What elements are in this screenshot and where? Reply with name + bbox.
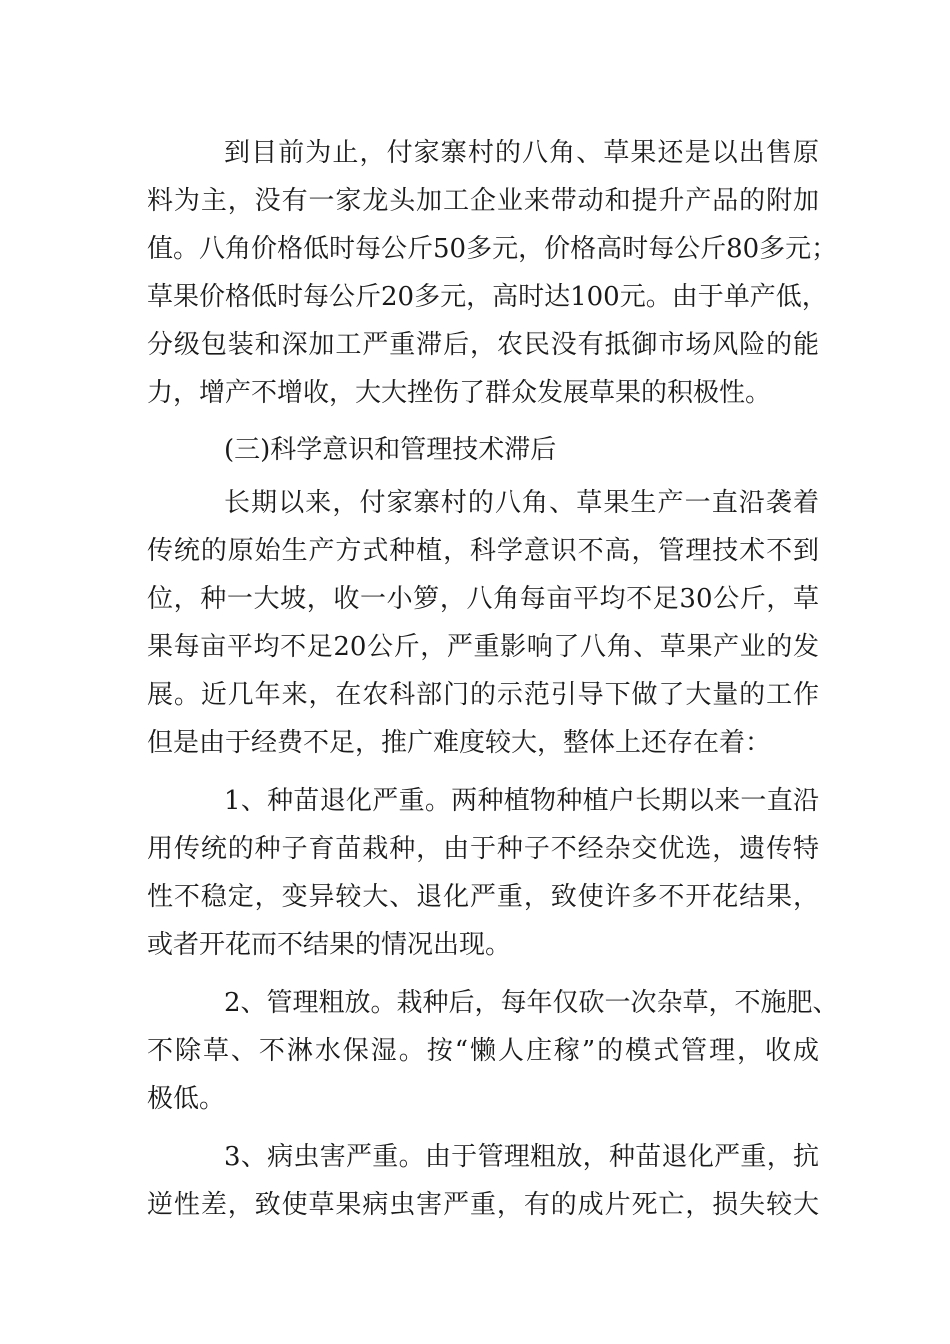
paragraph-1-line-4: 草果价格低时每公斤20多元，高时达100元。由于单产低， bbox=[147, 282, 828, 312]
paragraph-2-line-5: 展。近几年来，在农科部门的示范引导下做了大量的工作 bbox=[147, 680, 819, 710]
item-1-line-2: 用传统的种子育苗栽种，由于种子不经杂交优选，遗传特 bbox=[147, 834, 819, 864]
paragraph-1-line-3: 值。八角价格低时每公斤50多元，价格高时每公斤80多元； bbox=[147, 234, 838, 264]
item-3-line-2: 逆性差，致使草果病虫害严重，有的成片死亡，损失较大 bbox=[147, 1190, 819, 1220]
paragraph-2-line-6: 但是由于经费不足，推广难度较大，整体上还存在着： bbox=[147, 728, 772, 758]
item-2-line-1: 2、管理粗放。栽种后，每年仅砍一次杂草，不施肥、 bbox=[224, 988, 839, 1018]
paragraph-2-line-3: 位，种一大坡，收一小箩，八角每亩平均不足30公斤，草 bbox=[147, 584, 819, 614]
section-heading: (三)科学意识和管理技术滞后 bbox=[224, 435, 557, 465]
item-3-line-1: 3、病虫害严重。由于管理粗放，种苗退化严重，抗 bbox=[224, 1142, 819, 1172]
paragraph-2-line-4: 果每亩平均不足20公斤，严重影响了八角、草果产业的发 bbox=[147, 632, 819, 662]
paragraph-1-line-5: 分级包装和深加工严重滞后，农民没有抵御市场风险的能 bbox=[147, 330, 819, 360]
paragraph-1-line-6: 力，增产不增收，大大挫伤了群众发展草果的积极性。 bbox=[147, 378, 772, 408]
item-1-line-1: 1、种苗退化严重。两种植物种植户长期以来一直沿 bbox=[224, 786, 819, 816]
paragraph-2-line-1: 长期以来，付家寨村的八角、草果生产一直沿袭着 bbox=[224, 488, 819, 518]
paragraph-2-line-2: 传统的原始生产方式种植，科学意识不高，管理技术不到 bbox=[147, 536, 819, 566]
item-1-line-3: 性不稳定，变异较大、退化严重，致使许多不开花结果， bbox=[147, 882, 819, 912]
item-2-line-2: 不除草、不淋水保湿。按“懒人庄稼”的模式管理，收成 bbox=[147, 1036, 819, 1066]
item-1-line-4: 或者开花而不结果的情况出现。 bbox=[147, 930, 512, 960]
paragraph-1-line-2: 料为主，没有一家龙头加工企业来带动和提升产品的附加 bbox=[147, 186, 819, 216]
paragraph-1-line-1: 到目前为止，付家寨村的八角、草果还是以出售原 bbox=[224, 138, 819, 168]
item-2-line-3: 极低。 bbox=[147, 1084, 226, 1114]
